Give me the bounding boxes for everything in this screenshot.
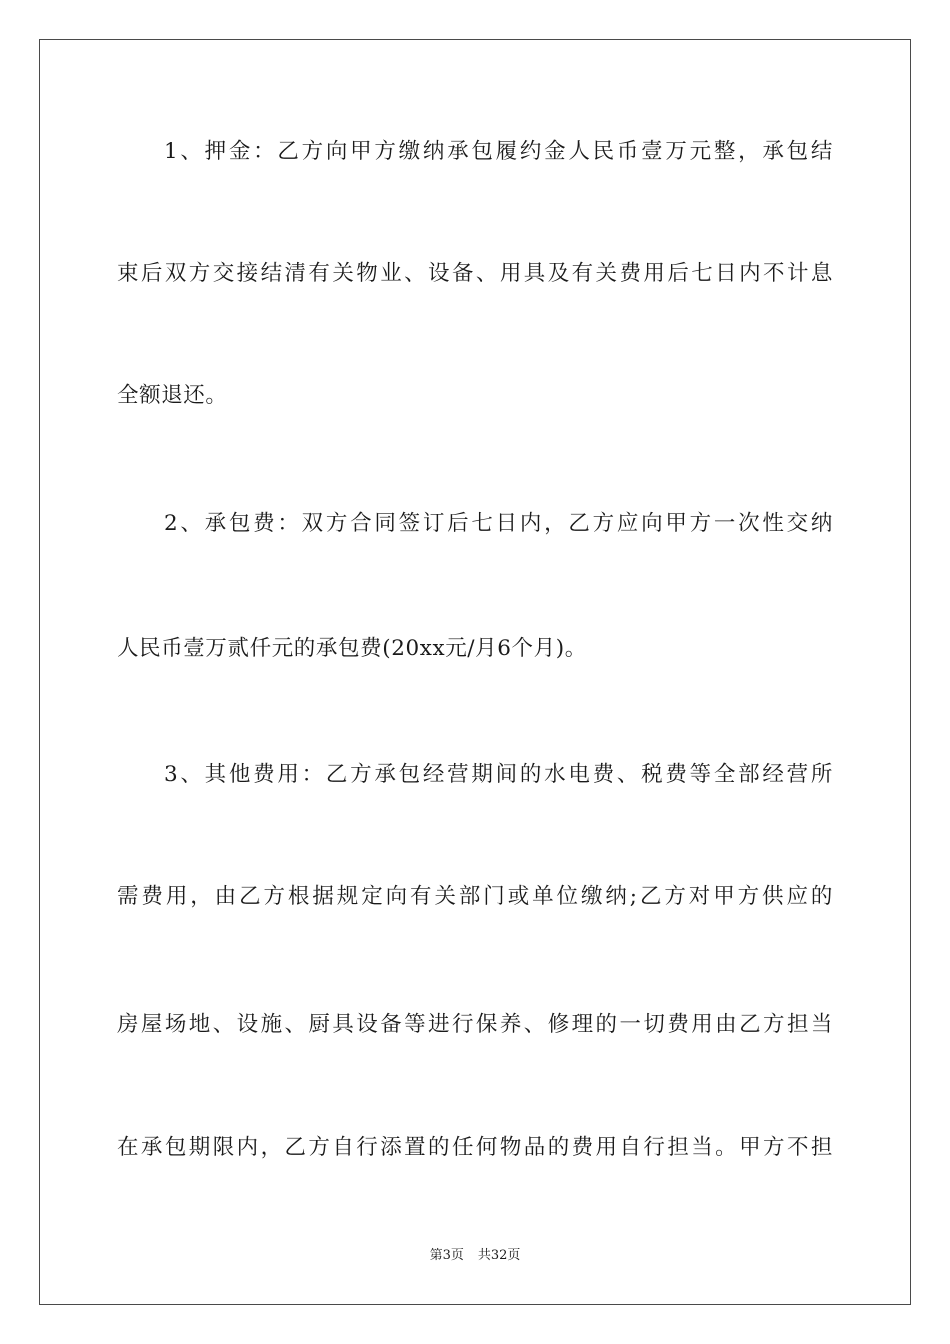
page-number: 第3页 xyxy=(429,1248,464,1263)
page-footer xyxy=(0,1246,950,1266)
paragraph-3-line-1: 3、其他费用：乙方承包经营期间的水电费、税费等全部经营所 xyxy=(164,762,833,787)
paragraph-3-line-4: 在承包期限内，乙方自行添置的任何物品的费用自行担当。甲方不担 xyxy=(117,1135,833,1160)
page-border xyxy=(39,39,911,1305)
paragraph-1-line-2: 束后双方交接结清有关物业、设备、用具及有关费用后七日内不计息 xyxy=(117,261,833,286)
paragraph-1-line-1: 1、押金：乙方向甲方缴纳承包履约金人民币壹万元整，承包结 xyxy=(164,139,833,164)
paragraph-2-line-1: 2、承包费：双方合同签订后七日内，乙方应向甲方一次性交纳 xyxy=(164,511,833,536)
paragraph-2-line-2: 人民币壹万贰仟元的承包费(20xx元/月6个月)。 xyxy=(117,636,587,661)
page-total: 共32页 xyxy=(477,1248,521,1263)
paragraph-1-line-3: 全额退还。 xyxy=(117,383,228,408)
paragraph-3-line-2: 需费用，由乙方根据规定向有关部门或单位缴纳;乙方对甲方供应的 xyxy=(117,884,833,909)
paragraph-3-line-3: 房屋场地、设施、厨具设备等进行保养、修理的一切费用由乙方担当 xyxy=(117,1012,833,1037)
